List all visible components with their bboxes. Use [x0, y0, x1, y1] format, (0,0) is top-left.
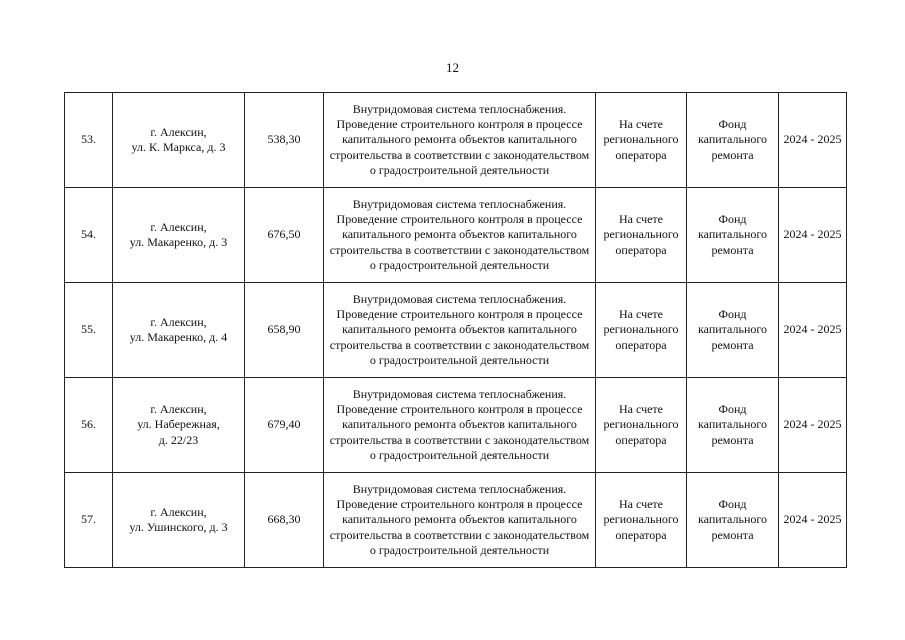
address-cell	[113, 283, 245, 378]
table-row	[65, 473, 847, 568]
table-body	[65, 93, 847, 568]
address-cell	[113, 188, 245, 283]
row-number-cell: 57.	[65, 473, 113, 568]
address-line: г. Алексин,	[150, 314, 207, 329]
area-cell: 538,30	[245, 93, 324, 188]
table-row	[65, 188, 847, 283]
period-cell: 2024 - 2025	[779, 283, 847, 378]
area-cell: 668,30	[245, 473, 324, 568]
work-description-cell: Внутридомовая система теплоснабжения. Проведение строительного контроля в процессе капитального ремонта объектов капитального строительства в соответствии с законодательством о градостроительной деятельности	[324, 473, 596, 568]
funding-source-cell: Фонд капитального ремонта	[687, 93, 779, 188]
period-cell: 2024 - 2025	[779, 378, 847, 473]
funding-source-cell: Фонд капитального ремонта	[687, 188, 779, 283]
period-cell: 2024 - 2025	[779, 473, 847, 568]
row-number-cell: 54.	[65, 188, 113, 283]
address-line: ул. Макаренко, д. 4	[129, 330, 228, 344]
account-cell: На счете регионального оператора	[596, 378, 687, 473]
account-cell: На счете регионального оператора	[596, 283, 687, 378]
area-cell: 679,40	[245, 378, 324, 473]
address-line: ул. Ушинского, д. 3	[129, 520, 228, 534]
account-cell: На счете регионального оператора	[596, 473, 687, 568]
area-cell: 658,90	[245, 283, 324, 378]
row-number-cell: 55.	[65, 283, 113, 378]
row-number-cell: 53.	[65, 93, 113, 188]
period-cell: 2024 - 2025	[779, 188, 847, 283]
address-line: г. Алексин,	[150, 124, 207, 139]
address-cell	[113, 378, 245, 473]
address-line: ул. Набережная,	[137, 417, 220, 432]
table-row	[65, 378, 847, 473]
work-description-cell: Внутридомовая система теплоснабжения. Проведение строительного контроля в процессе капитального ремонта объектов капитального строительства в соответствии с законодательством о градостроительной деятельности	[324, 378, 596, 473]
account-cell: На счете регионального оператора	[596, 188, 687, 283]
table-row	[65, 93, 847, 188]
area-cell: 676,50	[245, 188, 324, 283]
address-line: д. 22/23	[158, 432, 199, 447]
funding-source-cell: Фонд капитального ремонта	[687, 283, 779, 378]
row-number-cell: 56.	[65, 378, 113, 473]
work-description-cell: Внутридомовая система теплоснабжения. Проведение строительного контроля в процессе капитального ремонта объектов капитального строительства в соответствии с законодательством о градостроительной деятельности	[324, 283, 596, 378]
work-description-cell: Внутридомовая система теплоснабжения. Проведение строительного контроля в процессе капитального ремонта объектов капитального строительства в соответствии с законодательством о градостроительной деятельности	[324, 188, 596, 283]
page-number: 12	[446, 60, 459, 75]
address-line: ул. К. Маркса, д. 3	[131, 140, 226, 154]
funding-source-cell: Фонд капитального ремонта	[687, 378, 779, 473]
funding-source-cell: Фонд капитального ремонта	[687, 473, 779, 568]
capital-repair-table	[64, 92, 847, 568]
address-cell	[113, 93, 245, 188]
table-row	[65, 283, 847, 378]
address-line: ул. Макаренко, д. 3	[129, 235, 228, 249]
work-description-cell: Внутридомовая система теплоснабжения. Проведение строительного контроля в процессе капитального ремонта объектов капитального строительства в соответствии с законодательством о градостроительной деятельности	[324, 93, 596, 188]
address-cell	[113, 473, 245, 568]
address-line: г. Алексин,	[150, 504, 207, 519]
address-line: г. Алексин,	[150, 219, 207, 234]
account-cell: На счете регионального оператора	[596, 93, 687, 188]
address-line: г. Алексин,	[150, 402, 207, 417]
period-cell: 2024 - 2025	[779, 93, 847, 188]
